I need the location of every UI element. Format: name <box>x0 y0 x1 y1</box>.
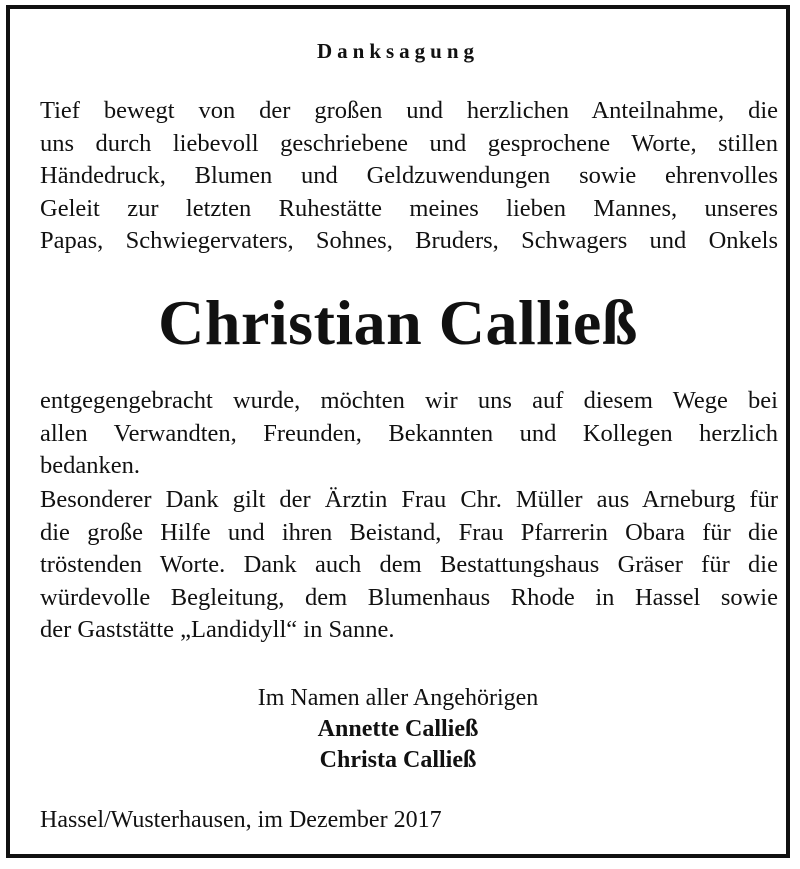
special-line: Besonderer Dank gilt der Ärztin Frau Chr. Müller aus Arneburg für <box>40 486 778 513</box>
thanks-line: allen Verwandten, Freunden, Bekannten und Kollegen herzlich <box>40 419 778 447</box>
special-thanks-paragraph <box>40 484 778 647</box>
intro-line: Tief bewegt von der großen und herzlichen Anteilnahme, die <box>40 97 778 124</box>
thanks-paragraph <box>40 385 778 483</box>
signature-block <box>10 683 786 776</box>
notice-frame <box>6 5 790 858</box>
intro-line: Händedruck, Blumen und Geldzuwendungen sowie ehrenvolles <box>40 162 778 189</box>
signatory-name: Annette Calließ <box>317 716 479 742</box>
deceased-name: Christian Calließ <box>158 287 638 358</box>
special-line: der Gaststätte „Landidyll“ in Sanne. <box>40 616 395 643</box>
special-line: würdevolle Begleitung, dem Blumenhaus Rhode in Hassel sowie <box>40 583 778 611</box>
special-line: tröstenden Worte. Dank auch dem Bestattungshaus Gräser für die <box>40 551 778 578</box>
signatory-name: Christa Calließ <box>319 747 477 773</box>
intro-line: Geleit zur letzten Ruhestätte meines lieben Mannes, unseres <box>40 194 778 222</box>
intro-line: Papas, Schwiegervaters, Sohnes, Bruders, Schwagers und Onkels <box>40 227 778 254</box>
notice-heading: Danksagung <box>316 39 480 63</box>
place-and-date: Hassel/Wusterhausen, im Dezember 2017 <box>40 807 442 833</box>
signature-intro: Im Namen aller Angehörigen <box>257 685 539 711</box>
intro-line: uns durch liebevoll geschriebene und gesprochene Worte, stillen <box>40 129 778 157</box>
thanks-line: entgegengebracht wurde, möchten wir uns auf diesem Wege bei <box>40 387 778 414</box>
special-line: die große Hilfe und ihren Beistand, Frau Pfarrerin Obara für die <box>40 518 778 546</box>
thanks-line: bedanken. <box>40 452 140 479</box>
intro-paragraph <box>40 95 778 258</box>
